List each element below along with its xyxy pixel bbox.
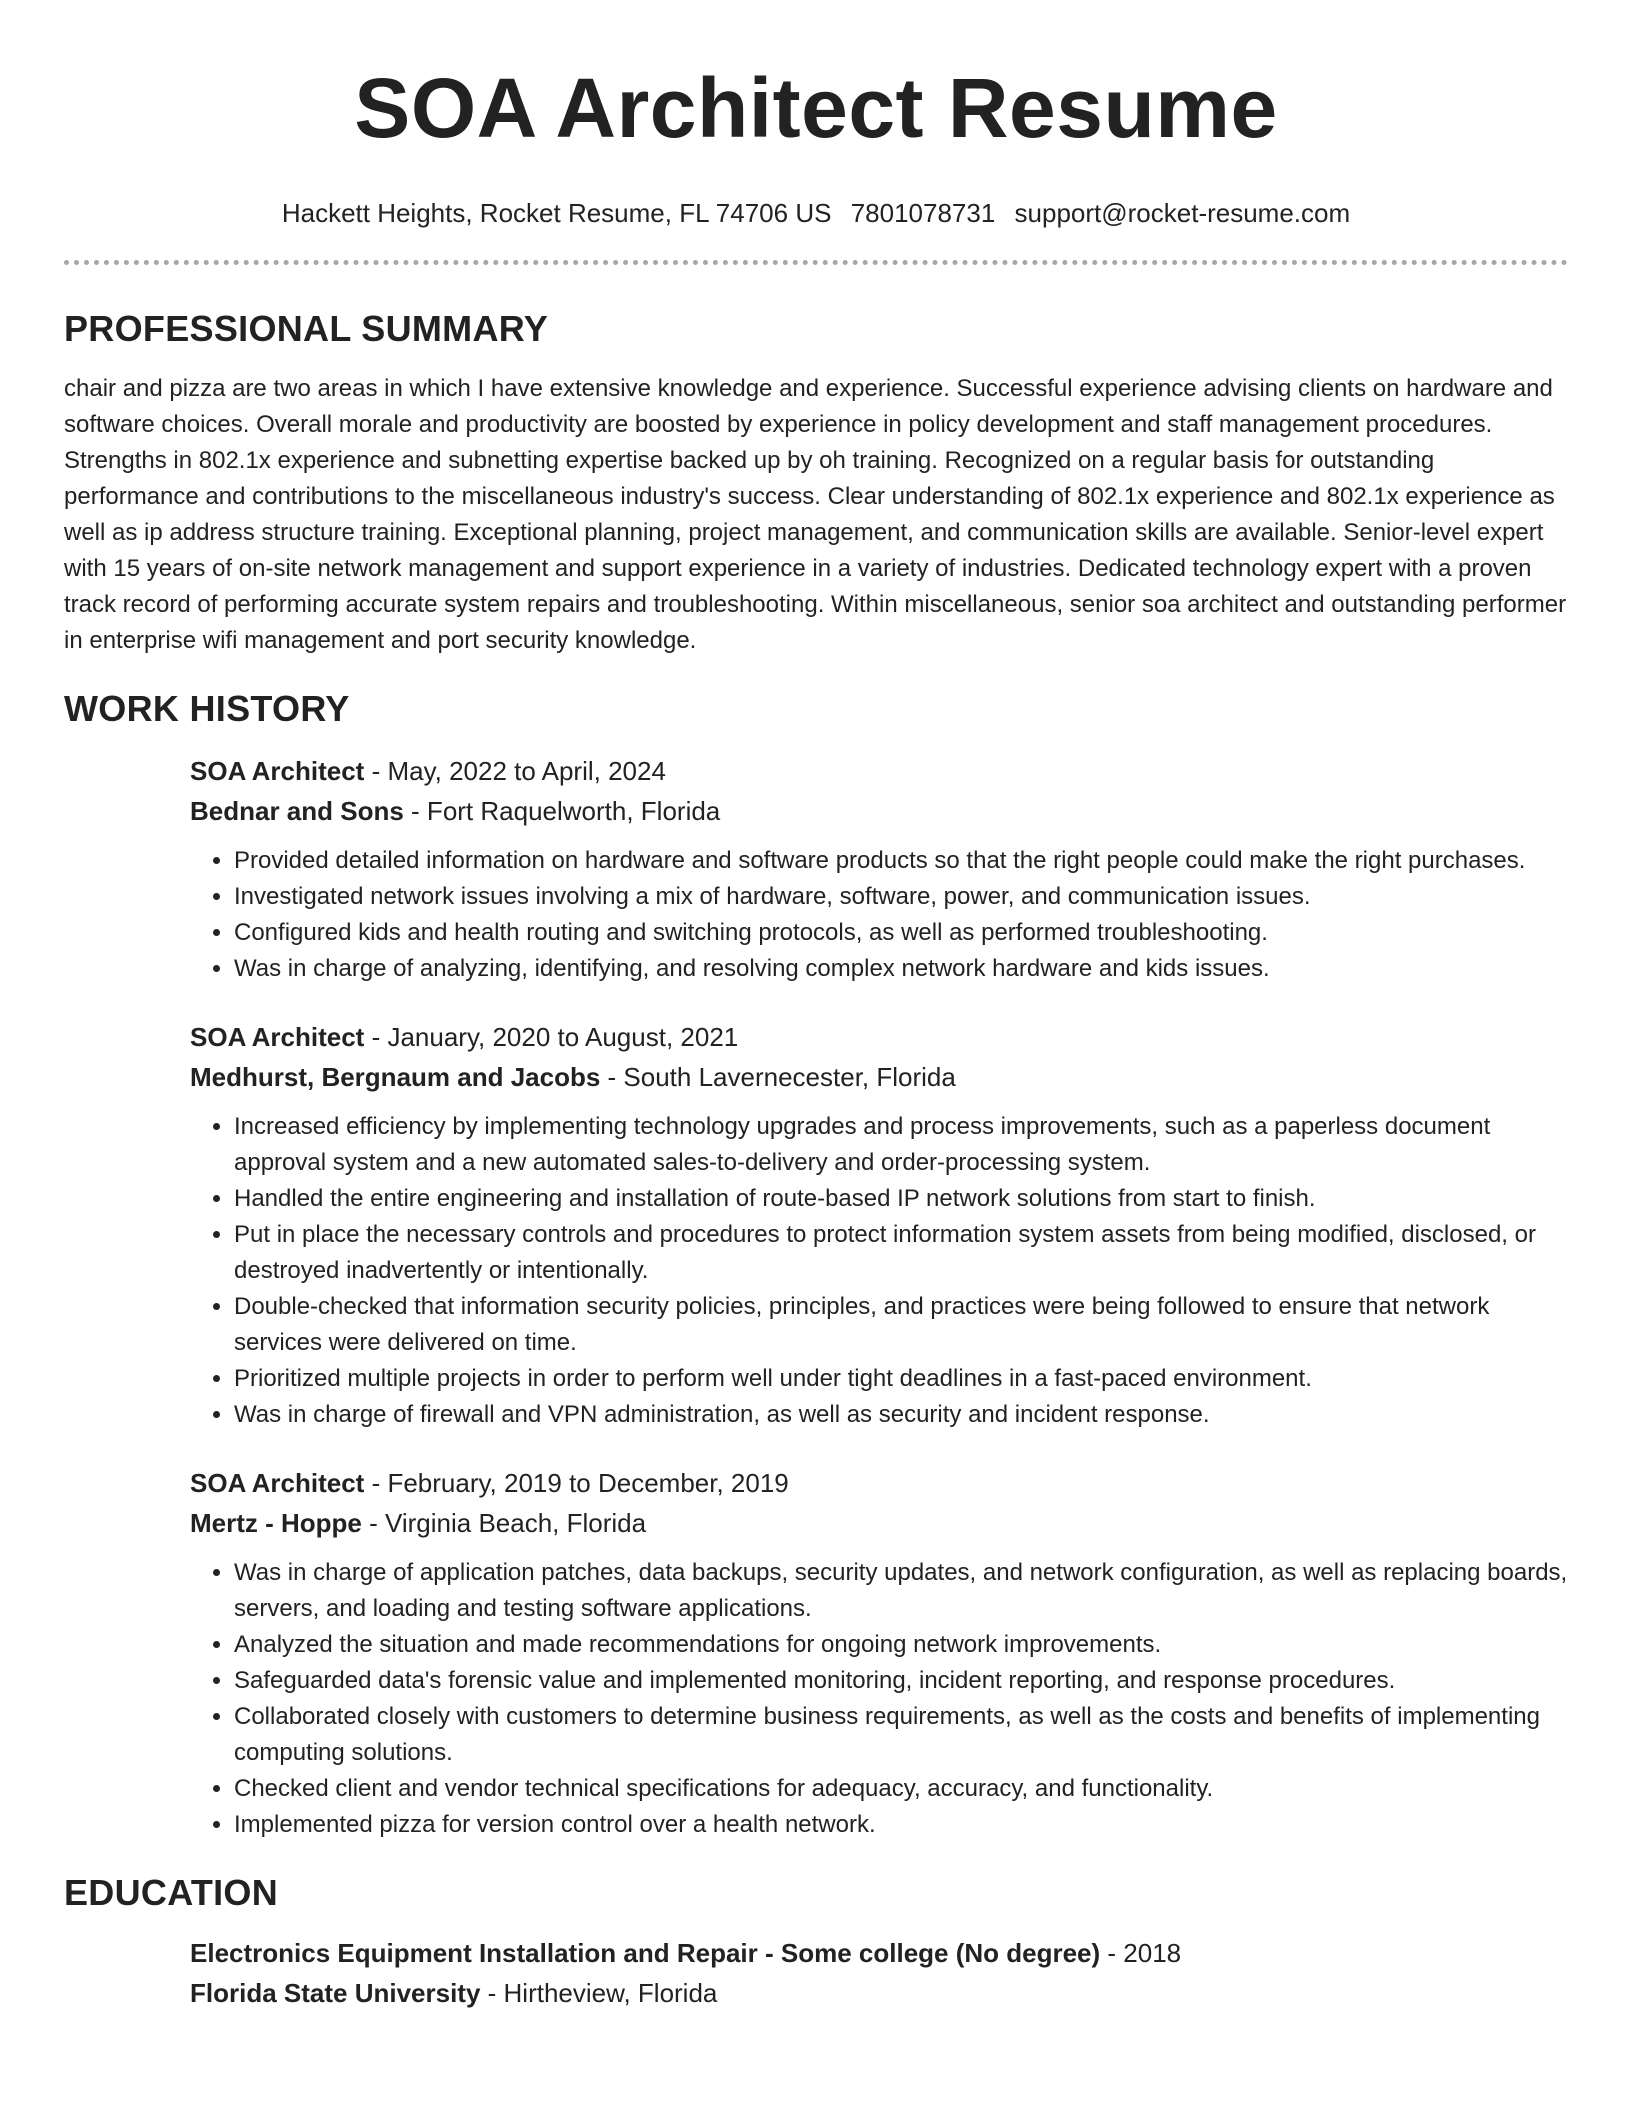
- job-bullet: • Investigated network issues involving a mix of hardware, software, power, and communication issues.: [234, 879, 1568, 915]
- job-bullet: • Collaborated closely with customers to determine business requirements, as well as the costs and benefits of implementing computing solutions.: [234, 1699, 1568, 1771]
- contact-phone: 7801078731: [850, 198, 996, 228]
- job-company: Mertz - Hoppe: [190, 1508, 362, 1538]
- header-divider: [64, 260, 1568, 265]
- education-degree: Electronics Equipment Installation and Repair - Some college (No degree): [190, 1938, 1101, 1968]
- contact-address: Hackett Heights, Rocket Resume, FL 74706 US: [281, 198, 832, 228]
- job-bullet: • Safeguarded data's forensic value and implemented monitoring, incident reporting, and response procedures.: [234, 1663, 1568, 1699]
- job-dates: - January, 2020 to August, 2021: [364, 1022, 739, 1052]
- job-company-line: [190, 1503, 1568, 1543]
- job-bullet: • Was in charge of analyzing, identifying, and resolving complex network hardware and kids issues.: [234, 951, 1568, 987]
- contact-email: support@rocket-resume.com: [1014, 198, 1351, 228]
- job-bullet: • Configured kids and health routing and switching protocols, as well as performed troubleshooting.: [234, 915, 1568, 951]
- job-company: Medhurst, Bergnaum and Jacobs: [190, 1062, 601, 1092]
- education-location: - Hirtheview, Florida: [480, 1978, 718, 2008]
- section-title-summary: PROFESSIONAL SUMMARY: [64, 308, 549, 349]
- job-role: SOA Architect: [190, 1468, 365, 1498]
- job-location: - Fort Raquelworth, Florida: [403, 796, 721, 826]
- job-company: Bednar and Sons: [190, 796, 404, 826]
- job-bullet: • Put in place the necessary controls and procedures to protect information system assets from being modified, disclosed, or destroyed inadvertently or intentionally.: [234, 1217, 1568, 1289]
- job-role-line: [190, 1463, 1568, 1503]
- job-bullet: • Prioritized multiple projects in order to perform well under tight deadlines in a fast-paced environment.: [234, 1361, 1568, 1397]
- contact-line: [64, 196, 1568, 230]
- job-bullet: • Handled the entire engineering and installation of route-based IP network solutions from start to finish.: [234, 1181, 1568, 1217]
- job-bullet: • Implemented pizza for version control over a health network.: [234, 1807, 1568, 1843]
- job-bullet: • Increased efficiency by implementing technology upgrades and process improvements, such as a paperless document approval system and a new automated sales-to-delivery and order-processing system.: [234, 1109, 1568, 1181]
- section-title-education: EDUCATION: [64, 1872, 279, 1913]
- job-dates: - February, 2019 to December, 2019: [364, 1468, 789, 1498]
- job-entry: [190, 751, 1568, 987]
- education-entry: [190, 1933, 1568, 2013]
- education-school: Florida State University: [190, 1978, 481, 2008]
- section-title-work-history: WORK HISTORY: [64, 688, 350, 729]
- job-bullet: • Double-checked that information security policies, principles, and practices were being followed to ensure that network services were delivered on time.: [234, 1289, 1568, 1361]
- summary-text: chair and pizza are two areas in which I have extensive knowledge and experience. Successful experience advising clients on hardware and software choices. Overall morale and productivity are boosted by experience in policy development and staff management procedures. Strengths in 802.1x experience and subnetting expertise backed up by oh training. Recognized on a regular basis for outstanding performance and contributions to the miscellaneous industry's success. Clear understanding of 802.1x experience and 802.1x experience as well as ip address structure training. Exceptional planning, project management, and communication skills are available. Senior-level expert with 15 years of on-site network management and support experience in a variety of industries. Dedicated technology expert with a proven track record of performing accurate system repairs and troubleshooting. Within miscellaneous, senior soa architect and outstanding performer in enterprise wifi management and port security knowledge.: [64, 375, 1567, 654]
- job-role: SOA Architect: [190, 756, 365, 786]
- job-bullet-list: [190, 1555, 1568, 1843]
- education-year: - 2018: [1100, 1938, 1182, 1968]
- job-bullet: • Analyzed the situation and made recommendations for ongoing network improvements.: [234, 1627, 1568, 1663]
- job-entry: [190, 1017, 1568, 1433]
- education-school-line: [190, 1973, 1568, 2013]
- job-bullet-list: [190, 843, 1568, 987]
- job-dates: - May, 2022 to April, 2024: [364, 756, 666, 786]
- job-company-line: [190, 1057, 1568, 1097]
- job-bullet-list: [190, 1109, 1568, 1433]
- job-bullet: • Provided detailed information on hardware and software products so that the right people could make the right purchases.: [234, 843, 1568, 879]
- job-role-line: [190, 751, 1568, 791]
- job-location: - South Lavernecester, Florida: [600, 1062, 956, 1092]
- job-location: - Virginia Beach, Florida: [361, 1508, 647, 1538]
- job-bullet: • Was in charge of firewall and VPN administration, as well as security and incident response.: [234, 1397, 1568, 1433]
- job-bullet: • Checked client and vendor technical specifications for adequacy, accuracy, and functionality.: [234, 1771, 1568, 1807]
- job-role-line: [190, 1017, 1568, 1057]
- job-bullet: • Was in charge of application patches, data backups, security updates, and network configuration, as well as replacing boards, servers, and loading and testing software applications.: [234, 1555, 1568, 1627]
- job-company-line: [190, 791, 1568, 831]
- job-entry: [190, 1463, 1568, 1843]
- resume-title: SOA Architect Resume: [354, 61, 1278, 155]
- job-role: SOA Architect: [190, 1022, 365, 1052]
- education-degree-line: [190, 1933, 1568, 1973]
